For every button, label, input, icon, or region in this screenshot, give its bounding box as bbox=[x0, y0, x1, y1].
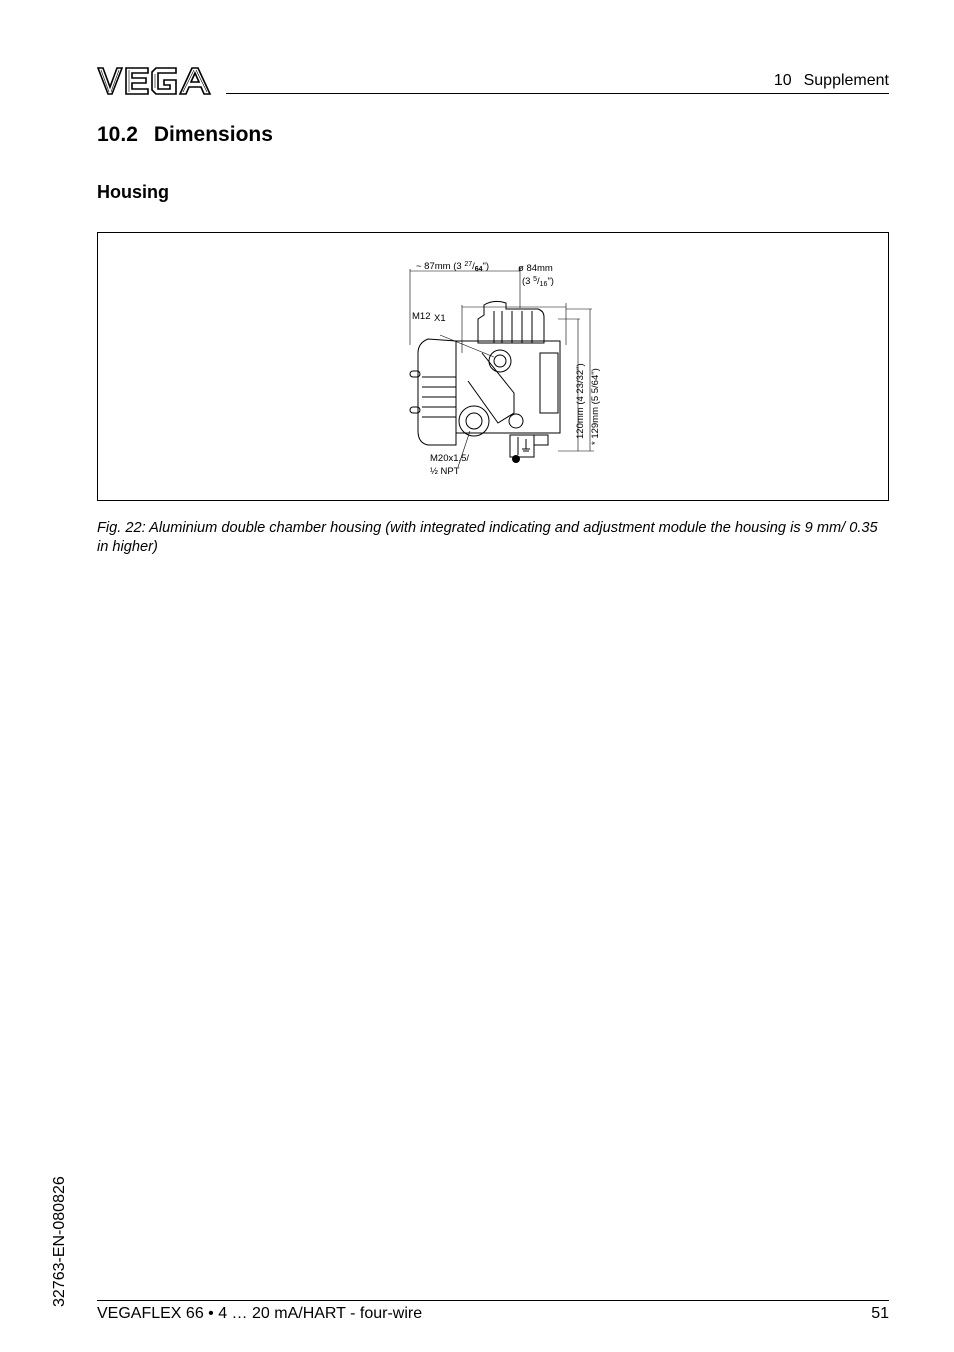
document-number: 32763-EN-080826 bbox=[51, 1176, 68, 1307]
m12-label: M12 bbox=[412, 311, 431, 322]
housing-dimension-drawing bbox=[398, 253, 618, 488]
vega-logo bbox=[96, 66, 214, 96]
figure-caption: Fig. 22: Aluminium double chamber housing (with integrated indicating and adjustment module the housing is 9 mm/ 0.35 in higher) bbox=[97, 520, 878, 555]
subsection-heading: Housing bbox=[97, 182, 169, 202]
m20-label-line2: ½ NPT bbox=[430, 466, 460, 477]
diameter-inch-label: (3 $^5/_{16}$") bbox=[522, 276, 554, 288]
page-number: 51 bbox=[871, 1305, 889, 1322]
section-number: 10.2 bbox=[97, 123, 138, 146]
height-129-label: * 129mm (5 5/64") bbox=[590, 368, 601, 445]
x1-label: X1 bbox=[434, 313, 446, 324]
footer-rule bbox=[97, 1300, 889, 1301]
height-120-label: 120mm (4 23/32") bbox=[575, 363, 586, 439]
diameter-label: ø 84mm bbox=[518, 263, 553, 274]
chapter-number: 10 bbox=[773, 72, 792, 89]
running-header bbox=[774, 72, 889, 90]
section-title: Dimensions bbox=[153, 123, 273, 146]
chapter-title: Supplement bbox=[803, 72, 889, 89]
figure-frame bbox=[97, 232, 889, 501]
ground-symbol-icon bbox=[522, 439, 530, 451]
section-heading bbox=[97, 123, 273, 147]
header-rule bbox=[226, 93, 889, 94]
width-label: ~ 87mm (3 $^{27}/_{64}$") bbox=[416, 261, 490, 273]
m20-label-line1: M20x1,5/ bbox=[430, 453, 470, 464]
footer-product: VEGAFLEX 66 • 4 … 20 mA/HART - four-wire bbox=[97, 1305, 423, 1322]
